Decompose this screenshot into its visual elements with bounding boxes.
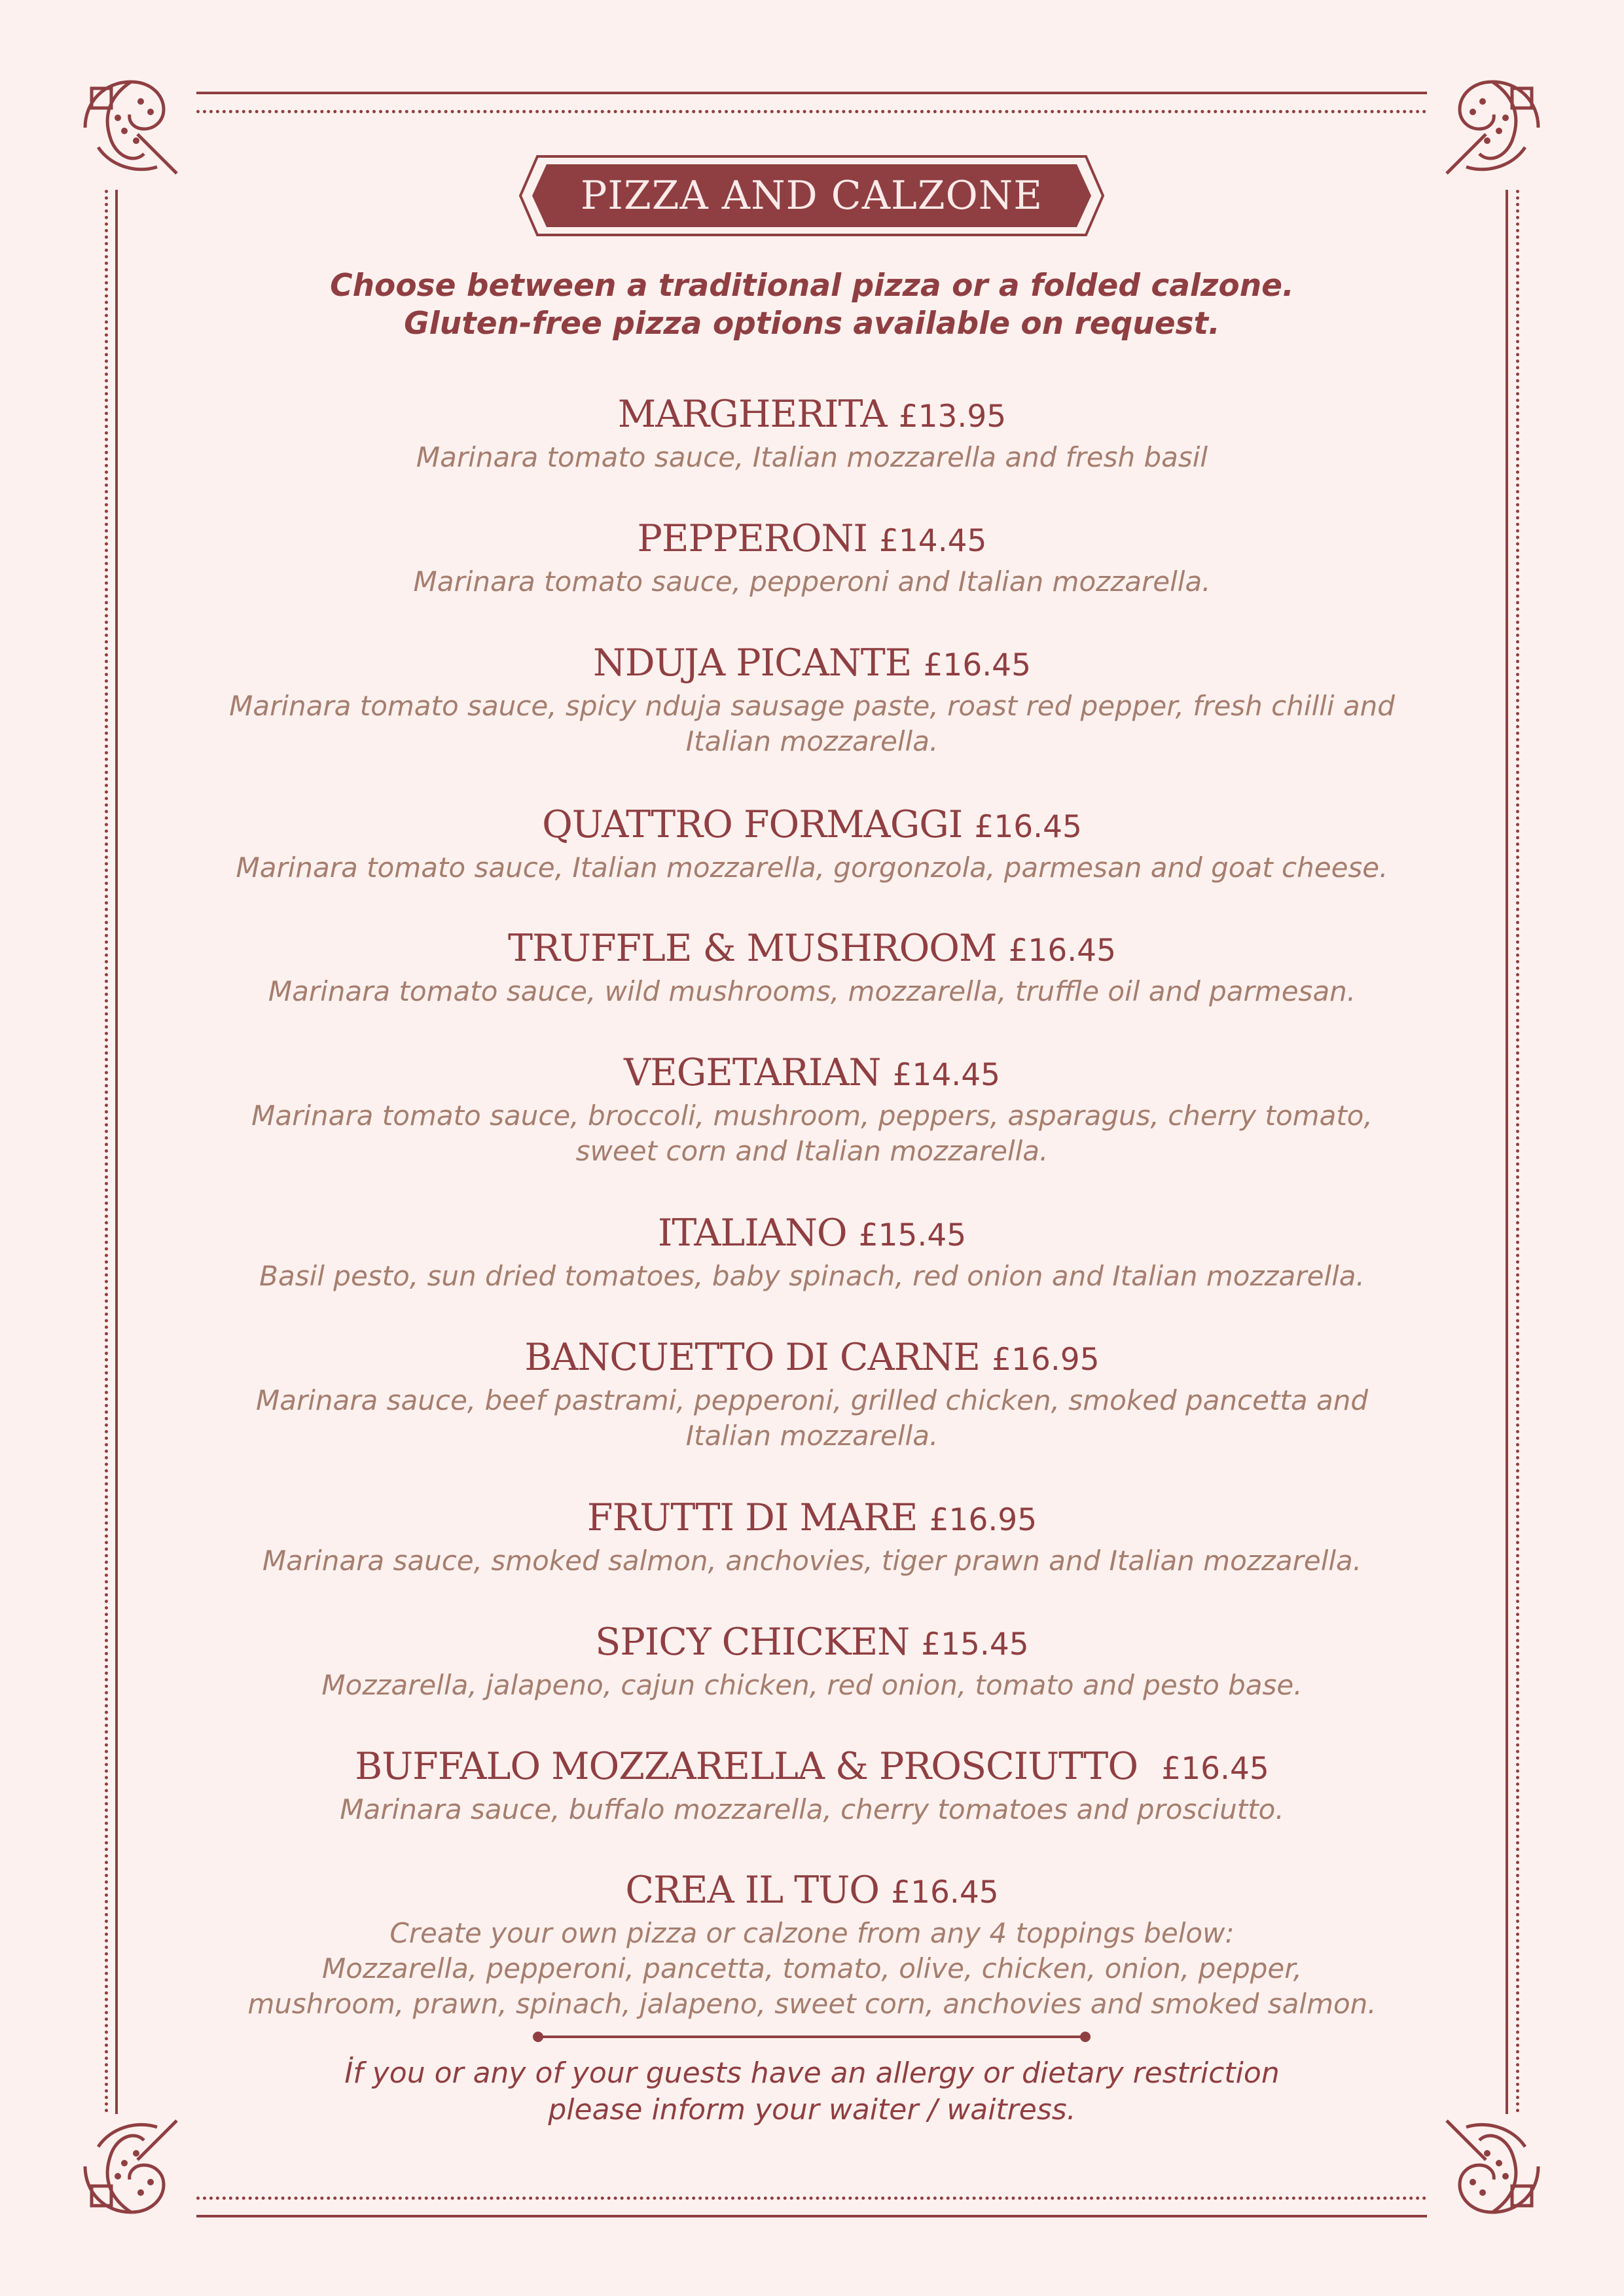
item-description: Marinara sauce, beef pastrami, pepperoni, grilled chicken, smoked pancetta and (255, 1384, 1368, 1416)
item-price: £16.45 (974, 809, 1082, 845)
item-name: ITALIANO (657, 1211, 847, 1255)
menu-item-truffle-mushroom (196, 925, 1428, 1009)
item-description: Marinara tomato sauce, wild mushrooms, mozzarella, truffle oil and parmesan. (268, 975, 1356, 1007)
menu-item-frutti-di-mare (196, 1495, 1428, 1579)
menu-item-bancuetto-di-carne (196, 1335, 1428, 1454)
frame-bottom-solid-line (196, 2215, 1427, 2217)
menu-item-buffalo-mozzarella-prosciutto (196, 1744, 1428, 1827)
item-description: Marinara tomato sauce, spicy nduja sausage paste, roast red pepper, fresh chilli and (229, 690, 1395, 722)
corner-ornament-icon (72, 69, 196, 193)
allergy-notice-line: İf you or any of your guests have an allergy or dietary restriction (344, 2056, 1280, 2090)
item-name: CREA IL TUO (625, 1869, 880, 1912)
intro-line: Gluten-free pizza options available on request. (404, 306, 1220, 342)
frame-right-line (1516, 190, 1519, 2114)
menu-item-vegetarian (196, 1050, 1428, 1169)
page-title: PIZZA AND CALZONE (580, 173, 1043, 219)
item-price: £14.45 (892, 1057, 1001, 1093)
menu-item-nduja-picante (196, 640, 1428, 759)
item-price: £16.45 (1008, 933, 1116, 969)
item-description: Create your own pizza or calzone from any 4 toppings below: (389, 1917, 1235, 1949)
item-description: Mozzarella, jalapeno, cajun chicken, red onion, tomato and pesto base. (321, 1669, 1303, 1701)
intro-text (196, 267, 1428, 343)
frame-top-solid-line (196, 92, 1427, 94)
item-description: Marinara sauce, smoked salmon, anchovies, tiger prawn and Italian mozzarella. (262, 1545, 1362, 1577)
allergy-notice-line: please inform your waiter / waitress. (548, 2093, 1076, 2126)
item-name: BUFFALO MOZZARELLA & PROSCIUTTO (355, 1745, 1138, 1788)
item-price: £16.45 (891, 1874, 999, 1910)
item-price: £14.45 (878, 523, 987, 559)
item-name: SPICY CHICKEN (595, 1621, 910, 1664)
item-description: mushroom, prawn, spinach, jalapeno, sweet corn, anchovies and smoked salmon. (247, 1988, 1377, 2020)
item-price: £16.95 (992, 1342, 1100, 1378)
menu-item-crea-il-tuo (196, 1867, 1428, 2022)
item-description: Italian mozzarella. (685, 1420, 939, 1452)
divider-line (530, 2029, 1093, 2045)
menu-item-italiano (196, 1210, 1428, 1294)
menu-item-margherita (196, 391, 1428, 475)
menu-item-quattro-formaggi (196, 802, 1428, 886)
item-description: Italian mozzarella. (685, 725, 939, 757)
item-description: Basil pesto, sun dried tomatoes, baby spinach, red onion and Italian mozzarella. (259, 1260, 1365, 1292)
item-description: Marinara tomato sauce, broccoli, mushroom, peppers, asparagus, cherry tomato, (251, 1100, 1373, 1132)
item-name: FRUTTI DI MARE (586, 1496, 918, 1539)
item-price: £16.45 (1161, 1751, 1269, 1787)
menu-item-spicy-chicken (196, 1619, 1428, 1703)
frame-left-line (105, 190, 108, 2114)
corner-ornament-icon (72, 2101, 196, 2225)
item-description: Marinara tomato sauce, Italian mozzarella, gorgonzola, parmesan and goat cheese. (236, 852, 1388, 884)
item-description: Mozzarella, pepperoni, pancetta, tomato, olive, chicken, onion, pepper, (321, 1952, 1303, 1984)
frame-top-line (196, 110, 1427, 113)
corner-ornament-icon (1427, 69, 1551, 193)
item-description: Marinara tomato sauce, Italian mozzarella and fresh basil (416, 441, 1208, 473)
item-description: Marinara sauce, buffalo mozzarella, cherry tomatoes and prosciutto. (340, 1793, 1284, 1825)
frame-bottom-line (196, 2197, 1427, 2200)
item-price: £16.45 (923, 647, 1031, 683)
item-name: MARGHERITA (617, 393, 887, 436)
intro-line: Choose between a traditional pizza or a folded calzone. (330, 268, 1294, 304)
item-name: PEPPERONI (637, 517, 867, 560)
item-name: QUATTRO FORMAGGI (542, 803, 963, 846)
item-description: sweet corn and Italian mozzarella. (575, 1135, 1049, 1167)
item-price: £15.45 (921, 1626, 1029, 1662)
frame-left-solid-line (115, 190, 118, 2114)
item-description: Marinara tomato sauce, pepperoni and Italian mozzarella. (413, 565, 1211, 598)
frame-right-solid-line (1506, 190, 1508, 2114)
item-price: £16.95 (929, 1502, 1038, 1538)
menu-item-pepperoni (196, 516, 1428, 600)
allergy-notice (196, 2055, 1428, 2128)
item-name: TRUFFLE & MUSHROOM (507, 927, 997, 970)
item-price: £15.45 (858, 1217, 967, 1253)
item-name: VEGETARIAN (623, 1051, 881, 1094)
corner-ornament-icon (1427, 2101, 1551, 2225)
item-name: NDUJA PICANTE (593, 641, 912, 685)
item-name: BANCUETTO DI CARNE (524, 1336, 981, 1379)
item-price: £13.95 (898, 399, 1007, 435)
